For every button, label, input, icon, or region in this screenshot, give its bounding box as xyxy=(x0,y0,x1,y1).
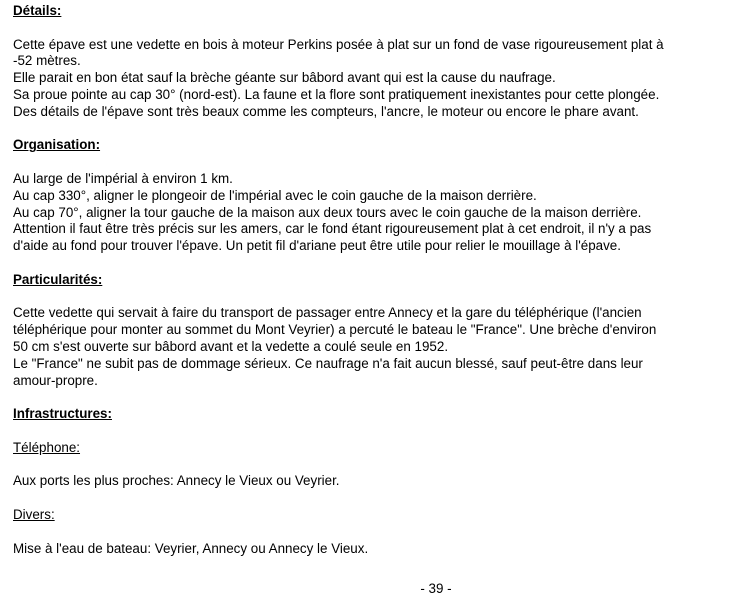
text-line: Mise à l'eau de bateau: Veyrier, Annecy ou Annecy le Vieux. xyxy=(13,540,369,556)
subheading-telephone: Téléphone: xyxy=(13,439,81,455)
text-line: téléphérique pour monter au sommet du Mont Veyrier) a percuté le bateau le "France". Une brèche d'environ xyxy=(13,322,657,338)
section-heading-details: Détails: xyxy=(13,3,62,18)
text-line: Des détails de l'épave sont très beaux comme les compteurs, l'ancre, le moteur ou encore le phare avant. xyxy=(13,103,639,119)
section-heading-particularites: Particularités: xyxy=(13,271,103,287)
text-line: d'aide au fond pour trouver l'épave. Un petit fil d'ariane peut être utile pour relier le mouillage à l'épave. xyxy=(13,238,621,254)
paragraph xyxy=(13,37,754,121)
text-line: Le "France" ne subit pas de dommage sérieux. Ce naufrage n'a fait aucun blessé, sauf peut-être dans leur xyxy=(13,355,643,371)
text-line: Cette vedette qui servait à faire du transport de passager entre Annecy et la gare du téléphérique (l'ancien xyxy=(13,305,642,321)
paragraph xyxy=(13,171,754,255)
text-line: -52 mètres. xyxy=(13,53,81,69)
section-heading-organisation: Organisation: xyxy=(13,137,101,153)
text-line: Elle parait en bon état sauf la brèche géante sur bâbord avant qui est la cause du naufrage. xyxy=(13,70,556,86)
text-line: Sa proue pointe au cap 30° (nord-est). La faune et la flore sont pratiquement inexistantes pour cette plongée. xyxy=(13,86,660,102)
paragraph xyxy=(13,541,754,558)
text-line: amour-propre. xyxy=(13,372,98,388)
section-heading-infrastructures: Infrastructures: xyxy=(13,406,112,422)
paragraph xyxy=(13,305,754,389)
section-details xyxy=(13,3,754,121)
text-line: Aux ports les plus proches: Annecy le Vieux ou Veyrier. xyxy=(13,473,340,489)
section-organisation xyxy=(13,137,754,255)
text-line: Au cap 330°, aligner le plongeoir de l'impérial avec le coin gauche de la maison derrière. xyxy=(13,187,537,203)
section-infrastructures xyxy=(13,406,754,557)
text-line: Au cap 70°, aligner la tour gauche de la maison aux deux tours avec le coin gauche de la maison derrière. xyxy=(13,204,642,220)
text-line: Attention il faut être très précis sur les amers, car le fond étant rigoureusement plat à cet endroit, il n'y a pas xyxy=(13,221,652,237)
page-number: - 39 - xyxy=(420,581,452,596)
text-line: 50 cm s'est ouverte sur bâbord avant et la vedette a coulé seule en 1952. xyxy=(13,338,449,354)
text-line: Cette épave est une vedette en bois à moteur Perkins posée à plat sur un fond de vase rigoureusement plat à xyxy=(13,36,664,52)
section-particularites xyxy=(13,272,754,390)
subheading-divers: Divers: xyxy=(13,506,55,522)
text-line: Au large de l'impérial à environ 1 km. xyxy=(13,170,233,186)
paragraph xyxy=(13,473,754,490)
